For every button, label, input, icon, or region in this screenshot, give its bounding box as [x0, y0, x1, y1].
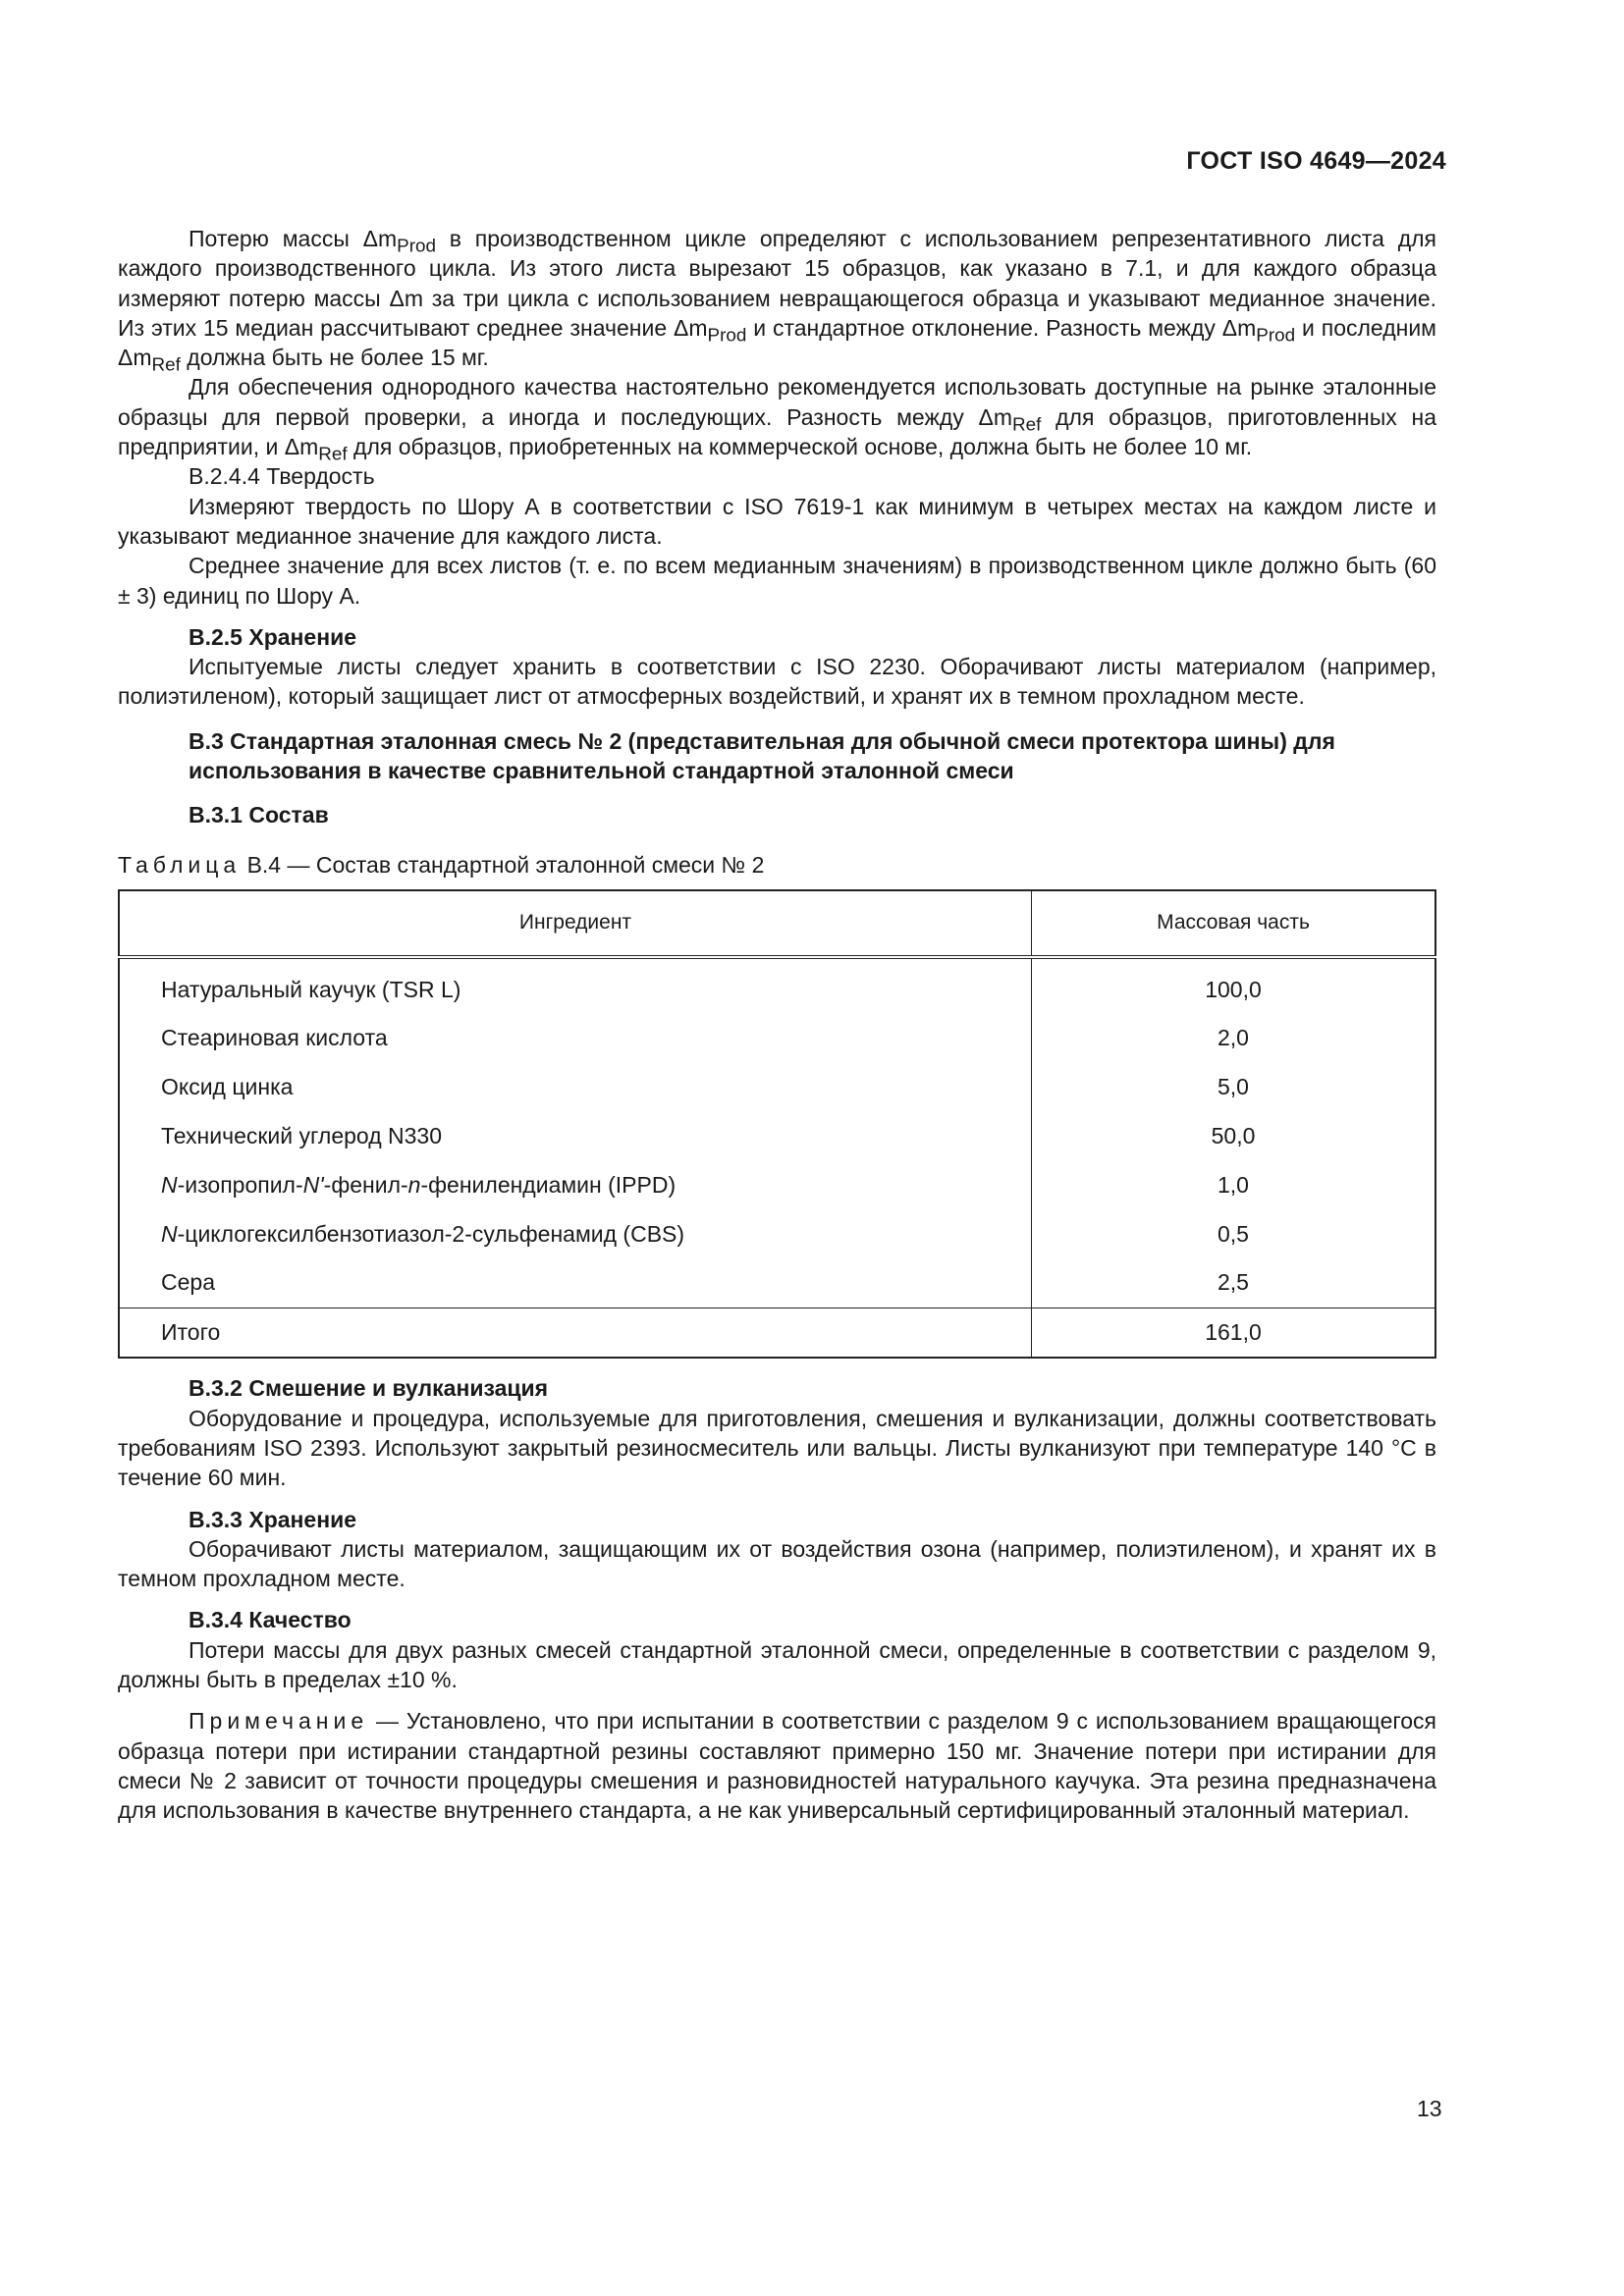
table-row: [119, 957, 1435, 1014]
heading-b31: В.3.1 Состав: [189, 802, 329, 828]
table-header-row: [119, 890, 1435, 957]
ingredient-cell: Стеариновая кислота: [119, 1014, 1032, 1063]
mass-cell: 50,0: [1211, 1123, 1256, 1149]
paragraph-b33: Оборачивают листы материалом, защищающим их от воздействия озона (например, полиэтиленом), и хранят их в темном прохладном месте.: [118, 1535, 1436, 1592]
paragraph-hardness: Измеряют твердость по Шору А в соответствии с ISO 7619-1 как минимум в четырех местах на каждом листе и указывают медианное значение для каждого листа.: [118, 493, 1436, 549]
mass-cell: 100,0: [1205, 976, 1262, 1002]
mass-cell: 0,5: [1218, 1220, 1249, 1247]
standard-header: ГОСТ ISO 4649—2024: [1186, 147, 1446, 175]
heading-b25: В.2.5 Хранение: [189, 623, 357, 650]
heading-b33: В.3.3 Хранение: [189, 1506, 357, 1532]
heading-b34: В.3.4 Качество: [189, 1607, 352, 1633]
table-row: [119, 1209, 1435, 1258]
paragraph-mass-loss-production: Потерю массы $\Delta m_{Prod}$ в производственном цикле определяют с использованием репрезентативного листа для каждого производственного цикла. Из этого листа вырезают 15 образцов, как указано в 7.1, и для каждого образца измеряют потерю массы Δm за три цикла с использованием невращающегося образца и указывают медианное значение. Из этих 15 медиан рассчитывают среднее значение $\Delta m_{Prod}$ и стандартное отклонение. Разность между $\Delta m_{Prod}$ и последним $\Delta m_{Ref}$ должна быть не более 15 мг.: [118, 226, 1437, 375]
column-header-mass: Массовая часть: [1032, 890, 1436, 957]
mass-cell: 2,0: [1218, 1025, 1249, 1051]
note: Примечание — Установлено, что при испытании в соответствии с разделом 9 с использованием вращающегося образца потери при истирании стандартной резины составляют примерно 150 мг. Значение потери при истирании для смеси № 2 зависит от точности процедуры смешения и разновидностей натурального каучука. Эта резина предназначена для использования в качестве внутреннего стандарта, а не как универсальный сертифицированный эталонный материал.: [118, 1708, 1436, 1824]
mass-cell: 2,5: [1218, 1269, 1249, 1296]
paragraph-b34: Потери массы для двух разных смесей стандартной эталонной смеси, определенные в соответствии с разделом 9, должны быть в пределах ±10 %.: [118, 1636, 1436, 1692]
paragraph-reference-samples: Для обеспечения однородного качества настоятельно рекомендуется использовать доступные на рынке эталонные образцы для первой проверки, а иногда и последующих. Разность между $\Delta m_{Ref}$ для образцов, приготовленных на предприятии, и $\Delta m_{Ref}$ для образцов, приобретенных на коммерческой основе, должна быть не более 10 мг.: [118, 374, 1436, 464]
composition-table: [118, 889, 1436, 1359]
page-content: [118, 224, 1436, 1825]
note-label: Примечание: [189, 1708, 369, 1735]
ingredient-cell: Оксид цинка: [119, 1063, 1032, 1112]
ingredient-cell: N-циклогексилбензотиазол-2-сульфенамид (CBS): [119, 1209, 1032, 1258]
table-row: [119, 1111, 1435, 1160]
table-total-row: [119, 1308, 1435, 1358]
paragraph-hardness-mean: Среднее значение для всех листов (т. е. по всем медианным значениям) в производственном цикле должно быть (60 ± 3) единиц по Шору А.: [118, 553, 1436, 609]
column-header-ingredient: Ингредиент: [119, 890, 1032, 957]
table-row: [119, 1014, 1435, 1063]
paragraph-b32: Оборудование и процедура, используемые для приготовления, смешения и вулканизации, должны соответствовать требованиям ISO 2393. Используют закрытый резиносмеситель или вальцы. Листы вулканизуют при температуре 140 °С в течение 60 мин.: [118, 1405, 1436, 1491]
ingredient-cell: N-изопропил-N'-фенил-n-фенилендиамин (IPPD): [119, 1160, 1032, 1209]
ingredient-cell: Сера: [119, 1258, 1032, 1308]
table-caption: Таблица В.4 — Состав стандартной эталонной смеси № 2: [118, 851, 765, 878]
table-row: [119, 1160, 1435, 1209]
mass-cell: 1,0: [1218, 1171, 1249, 1198]
paragraph-b25: Испытуемые листы следует хранить в соответствии с ISO 2230. Оборачивают листы материалом (например, полиэтиленом), который защищает лист от атмосферных воздействий, и хранят их в темном прохладном месте.: [118, 654, 1436, 710]
total-mass-cell: 161,0: [1032, 1308, 1436, 1358]
page-number: 13: [1417, 2096, 1442, 2121]
ingredient-cell: Технический углерод N330: [119, 1111, 1032, 1160]
ingredient-cell: Натуральный каучук (TSR L): [119, 957, 1032, 1014]
heading-b32: В.3.2 Смешение и вулканизация: [189, 1375, 549, 1402]
total-label-cell: Итого: [119, 1308, 1032, 1358]
table-row: [119, 1063, 1435, 1112]
heading-b3: В.3 Стандартная эталонная смесь № 2 (представительная для обычной смеси протектора шины) для использования в качестве сравнительной стандартной эталонной смеси: [189, 727, 1335, 784]
heading-b244: В.2.4.4 Твердость: [189, 463, 375, 490]
table-row: [119, 1258, 1435, 1308]
mass-cell: 5,0: [1218, 1074, 1249, 1100]
